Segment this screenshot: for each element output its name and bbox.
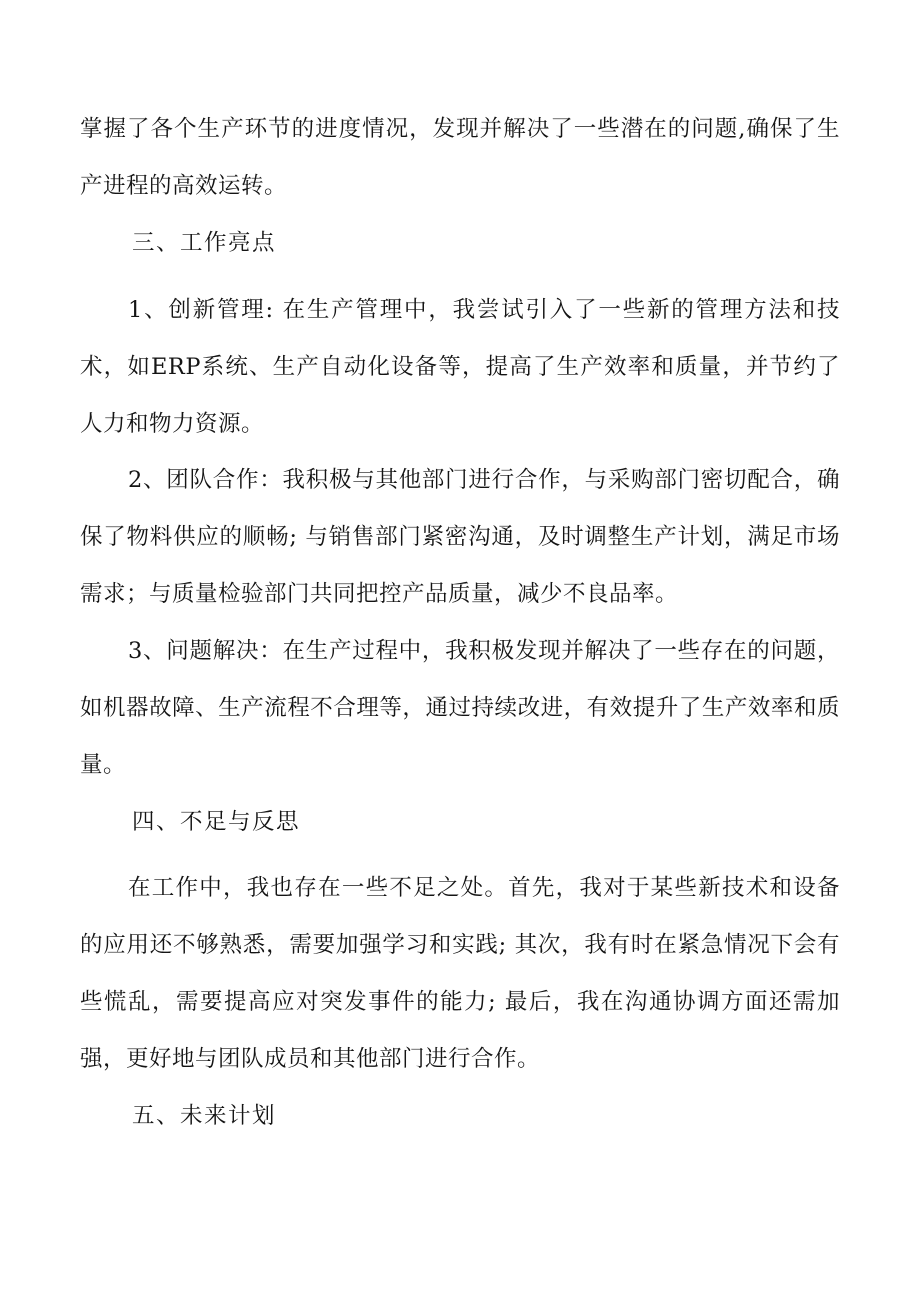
section-heading-future-plans: 五、未来计划	[132, 1103, 277, 1129]
paragraph-innovation-management: 1、创新管理: 在生产管理中，我尝试引入了一些新的管理方法和技术，如ERP系统、生产自动化设备等，提高了生产效率和质量，并节约了人力和物力资源。	[80, 297, 840, 437]
paragraph-problem-solving: 3、问题解决：在生产过程中，我积极发现并解决了一些存在的问题，如机器故障、生产流程不合理等，通过持续改进，有效提升了生产效率和质量。	[80, 638, 840, 778]
section-heading-highlights: 三、工作亮点	[132, 230, 277, 256]
paragraph-continued: 掌握了各个生产环节的进度情况，发现并解决了一些潜在的问题,确保了生产进程的高效运转。	[80, 116, 840, 199]
section-heading-shortcomings: 四、不足与反思	[132, 809, 301, 835]
paragraph-shortcomings: 在工作中，我也存在一些不足之处。首先，我对于某些新技术和设备的应用还不够熟悉，需要加强学习和实践; 其次，我有时在紧急情况下会有些慌乱，需要提高应对突发事件的能力; 最后，我在沟通协调方面还需加强，更好地与团队成员和其他部门进行合作。	[80, 875, 840, 1072]
paragraph-team-cooperation: 2、团队合作：我积极与其他部门进行合作，与采购部门密切配合，确保了物料供应的顺畅; 与销售部门紧密沟通，及时调整生产计划，满足市场需求；与质量检验部门共同把控产品质量，减少不良品率。	[80, 467, 840, 607]
